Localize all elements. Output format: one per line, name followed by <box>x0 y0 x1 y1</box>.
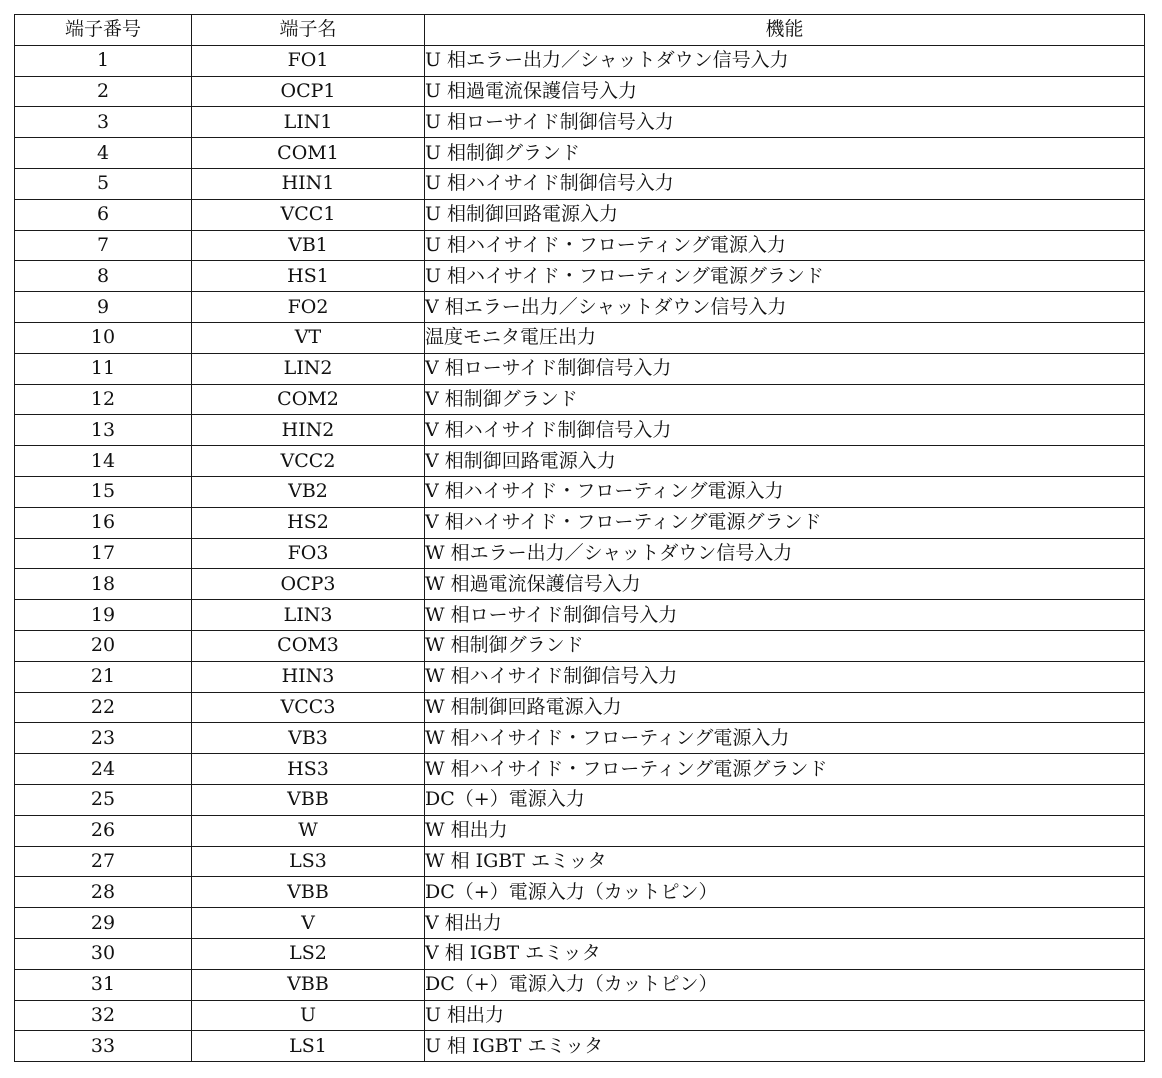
pin-name-cell: LS1 <box>192 1031 425 1062</box>
pin-number-cell: 32 <box>15 1000 192 1031</box>
pin-function-cell: W 相ハイサイド・フローティング電源入力 <box>425 723 1145 754</box>
pin-function-cell: W 相ハイサイド・フローティング電源グランド <box>425 754 1145 785</box>
pin-name-cell: VBB <box>192 877 425 908</box>
pin-number-cell: 5 <box>15 168 192 199</box>
pin-number-cell: 29 <box>15 908 192 939</box>
pin-name-cell: VCC3 <box>192 692 425 723</box>
pin-name-cell: VCC1 <box>192 199 425 230</box>
pin-name-cell: VB1 <box>192 230 425 261</box>
pin-number-cell: 26 <box>15 815 192 846</box>
pin-name-cell: LS2 <box>192 938 425 969</box>
table-row <box>15 230 1145 261</box>
table-row <box>15 784 1145 815</box>
pin-number-cell: 3 <box>15 107 192 138</box>
pin-name-cell: V <box>192 908 425 939</box>
pin-number-cell: 24 <box>15 754 192 785</box>
table-body <box>15 45 1145 1061</box>
table-row <box>15 507 1145 538</box>
table-row <box>15 353 1145 384</box>
table-row <box>15 908 1145 939</box>
pin-function-cell: V 相 IGBT エミッタ <box>425 938 1145 969</box>
pin-function-cell: W 相 IGBT エミッタ <box>425 846 1145 877</box>
table-row <box>15 846 1145 877</box>
pin-name-cell: VBB <box>192 784 425 815</box>
pin-number-cell: 25 <box>15 784 192 815</box>
pin-number-cell: 7 <box>15 230 192 261</box>
pin-number-cell: 30 <box>15 938 192 969</box>
pin-number-cell: 10 <box>15 322 192 353</box>
table-row <box>15 107 1145 138</box>
table-row <box>15 815 1145 846</box>
pin-number-cell: 15 <box>15 476 192 507</box>
table-row <box>15 661 1145 692</box>
pin-function-cell: V 相ローサイド制御信号入力 <box>425 353 1145 384</box>
pin-function-cell: W 相エラー出力／シャットダウン信号入力 <box>425 538 1145 569</box>
pin-function-cell: U 相エラー出力／シャットダウン信号入力 <box>425 45 1145 76</box>
table-row <box>15 446 1145 477</box>
pin-name-cell: HS1 <box>192 261 425 292</box>
pin-name-cell: COM3 <box>192 630 425 661</box>
pin-name-cell: COM2 <box>192 384 425 415</box>
pin-function-cell: V 相出力 <box>425 908 1145 939</box>
pin-function-cell: V 相ハイサイド・フローティング電源入力 <box>425 476 1145 507</box>
table-row <box>15 45 1145 76</box>
table-row <box>15 322 1145 353</box>
pin-function-cell: U 相 IGBT エミッタ <box>425 1031 1145 1062</box>
pin-name-cell: OCP1 <box>192 76 425 107</box>
pin-number-cell: 20 <box>15 630 192 661</box>
pin-name-cell: HIN3 <box>192 661 425 692</box>
pin-function-cell: W 相制御グランド <box>425 630 1145 661</box>
pin-function-cell: W 相ハイサイド制御信号入力 <box>425 661 1145 692</box>
pin-function-cell: V 相エラー出力／シャットダウン信号入力 <box>425 292 1145 323</box>
pin-function-cell: U 相過電流保護信号入力 <box>425 76 1145 107</box>
table-row <box>15 630 1145 661</box>
pin-name-cell: VBB <box>192 969 425 1000</box>
table-row <box>15 569 1145 600</box>
pin-number-cell: 11 <box>15 353 192 384</box>
pin-function-cell: DC（+）電源入力（カットピン） <box>425 877 1145 908</box>
pin-function-cell: U 相ハイサイド・フローティング電源入力 <box>425 230 1145 261</box>
pin-number-cell: 27 <box>15 846 192 877</box>
pin-name-cell: COM1 <box>192 138 425 169</box>
pin-function-cell: V 相制御グランド <box>425 384 1145 415</box>
table-row <box>15 292 1145 323</box>
pin-number-cell: 23 <box>15 723 192 754</box>
pin-name-cell: HIN1 <box>192 168 425 199</box>
pin-number-cell: 13 <box>15 415 192 446</box>
pin-name-cell: FO3 <box>192 538 425 569</box>
pin-number-cell: 22 <box>15 692 192 723</box>
table-row <box>15 76 1145 107</box>
pin-name-cell: VB2 <box>192 476 425 507</box>
pin-function-cell: U 相制御グランド <box>425 138 1145 169</box>
table-row <box>15 877 1145 908</box>
pin-number-cell: 4 <box>15 138 192 169</box>
header-pin-number: 端子番号 <box>15 15 192 46</box>
table-row <box>15 938 1145 969</box>
pin-name-cell: VT <box>192 322 425 353</box>
pin-number-cell: 12 <box>15 384 192 415</box>
pin-name-cell: LS3 <box>192 846 425 877</box>
pin-name-cell: HS2 <box>192 507 425 538</box>
pin-number-cell: 2 <box>15 76 192 107</box>
pin-number-cell: 14 <box>15 446 192 477</box>
pin-number-cell: 8 <box>15 261 192 292</box>
table-row <box>15 384 1145 415</box>
pin-function-cell: W 相ローサイド制御信号入力 <box>425 600 1145 631</box>
pin-function-cell: V 相制御回路電源入力 <box>425 446 1145 477</box>
table-row <box>15 754 1145 785</box>
table-row <box>15 168 1145 199</box>
pin-function-cell: U 相ハイサイド制御信号入力 <box>425 168 1145 199</box>
header-function: 機能 <box>425 15 1145 46</box>
pin-number-cell: 19 <box>15 600 192 631</box>
pin-name-cell: LIN2 <box>192 353 425 384</box>
pin-number-cell: 28 <box>15 877 192 908</box>
pin-name-cell: HS3 <box>192 754 425 785</box>
pin-number-cell: 21 <box>15 661 192 692</box>
pin-function-cell: W 相出力 <box>425 815 1145 846</box>
pin-number-cell: 17 <box>15 538 192 569</box>
pin-name-cell: U <box>192 1000 425 1031</box>
header-pin-name: 端子名 <box>192 15 425 46</box>
table-row <box>15 138 1145 169</box>
pin-function-cell: U 相ハイサイド・フローティング電源グランド <box>425 261 1145 292</box>
table-row <box>15 723 1145 754</box>
table-row <box>15 1031 1145 1062</box>
table-header-row <box>15 15 1145 46</box>
table-row <box>15 969 1145 1000</box>
pin-number-cell: 31 <box>15 969 192 1000</box>
pin-function-cell: U 相出力 <box>425 1000 1145 1031</box>
pin-function-cell: U 相ローサイド制御信号入力 <box>425 107 1145 138</box>
table-row <box>15 261 1145 292</box>
pin-function-cell: V 相ハイサイド・フローティング電源グランド <box>425 507 1145 538</box>
pin-function-cell: V 相ハイサイド制御信号入力 <box>425 415 1145 446</box>
table-row <box>15 199 1145 230</box>
table-row <box>15 1000 1145 1031</box>
table-row <box>15 692 1145 723</box>
pin-name-cell: W <box>192 815 425 846</box>
pin-function-table <box>14 14 1145 1062</box>
pin-number-cell: 1 <box>15 45 192 76</box>
pin-function-cell: DC（+）電源入力（カットピン） <box>425 969 1145 1000</box>
pin-name-cell: VCC2 <box>192 446 425 477</box>
pin-number-cell: 16 <box>15 507 192 538</box>
pin-number-cell: 6 <box>15 199 192 230</box>
pin-function-cell: 温度モニタ電圧出力 <box>425 322 1145 353</box>
pin-function-cell: W 相制御回路電源入力 <box>425 692 1145 723</box>
pin-name-cell: LIN3 <box>192 600 425 631</box>
table-row <box>15 600 1145 631</box>
pin-name-cell: VB3 <box>192 723 425 754</box>
pin-name-cell: FO1 <box>192 45 425 76</box>
table-row <box>15 538 1145 569</box>
pin-name-cell: HIN2 <box>192 415 425 446</box>
pin-name-cell: OCP3 <box>192 569 425 600</box>
pin-name-cell: LIN1 <box>192 107 425 138</box>
pin-function-cell: U 相制御回路電源入力 <box>425 199 1145 230</box>
table-row <box>15 476 1145 507</box>
pin-name-cell: FO2 <box>192 292 425 323</box>
pin-number-cell: 18 <box>15 569 192 600</box>
pin-number-cell: 33 <box>15 1031 192 1062</box>
pin-function-cell: DC（+）電源入力 <box>425 784 1145 815</box>
table-row <box>15 415 1145 446</box>
pin-function-cell: W 相過電流保護信号入力 <box>425 569 1145 600</box>
pin-number-cell: 9 <box>15 292 192 323</box>
